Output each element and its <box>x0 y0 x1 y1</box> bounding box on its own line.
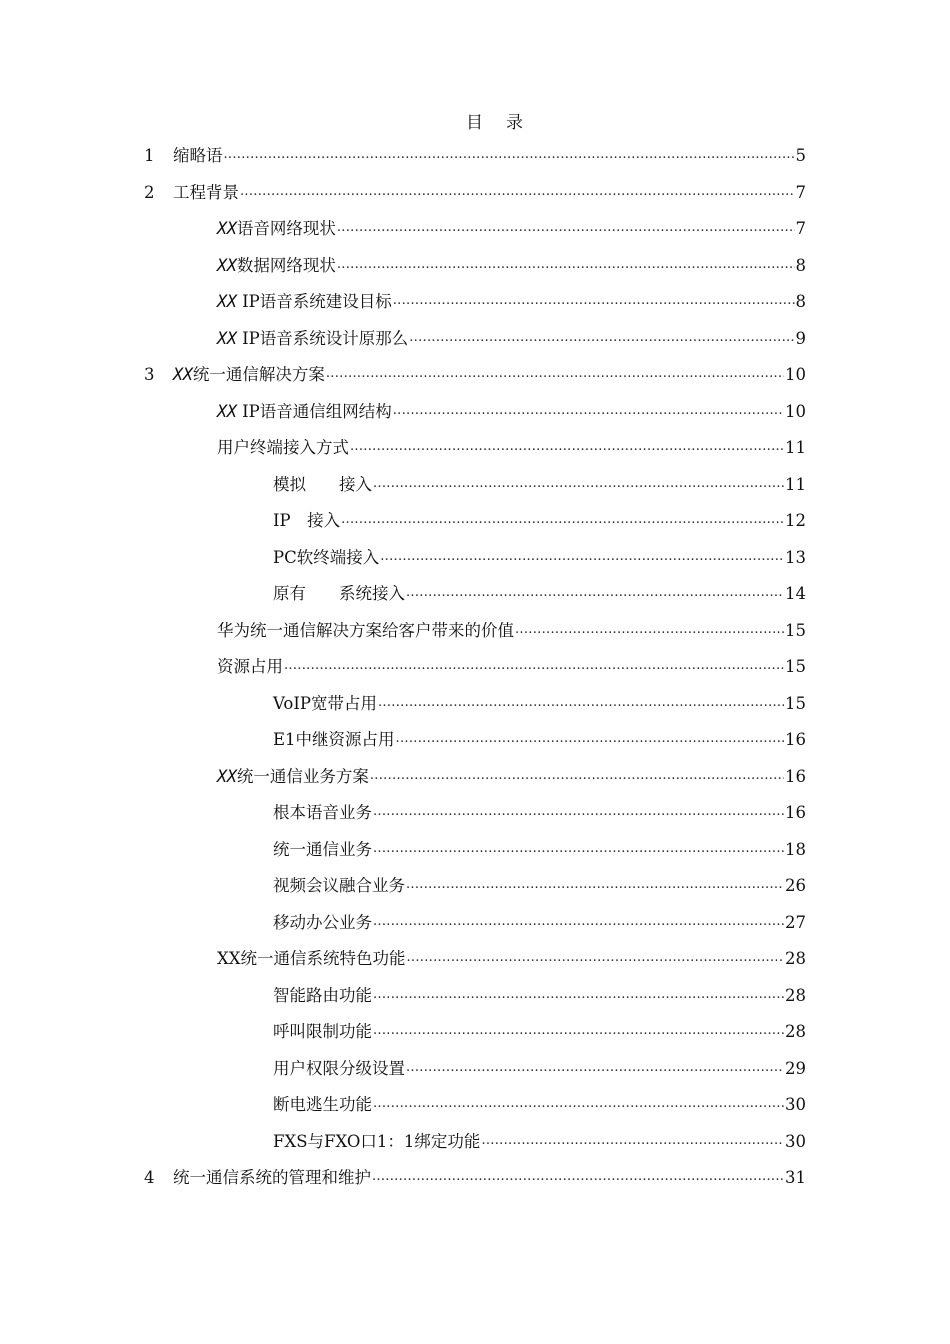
toc-entry-label <box>217 248 336 285</box>
toc-entry-row <box>217 211 806 248</box>
toc-entry-row <box>273 503 806 540</box>
toc-entry[interactable] <box>0 722 950 759</box>
toc-entry[interactable] <box>0 357 950 394</box>
toc-entry-text: PC软终端接入 <box>273 547 380 567</box>
toc-page-number: 15 <box>785 693 806 713</box>
toc-page-number: 12 <box>785 511 806 530</box>
toc-entry-text: 统一通信业务方案 <box>236 766 369 786</box>
toc-page-number: 16 <box>785 730 806 749</box>
toc-entry[interactable] <box>0 138 950 175</box>
toc-page-number: 15 <box>785 657 806 676</box>
toc-entry-text: 统一通信业务 <box>273 839 372 859</box>
toc-entry-label <box>273 905 372 942</box>
toc-entry-text: 工程背景 <box>173 182 239 202</box>
toc-entry-row <box>273 1087 806 1124</box>
table-of-contents <box>0 138 950 1197</box>
toc-entry-text: 缩略语 <box>173 146 223 165</box>
toc-page-number: 30 <box>785 1095 806 1114</box>
toc-entry-row <box>217 613 806 650</box>
toc-entry-label <box>173 175 239 212</box>
toc-entry-label <box>273 503 340 540</box>
toc-dot-leader <box>373 988 784 1002</box>
toc-dot-leader <box>393 294 795 308</box>
toc-page-number: 8 <box>795 292 806 311</box>
toc-entry-text: 呼叫限制功能 <box>273 1022 372 1041</box>
toc-entry-text: IP语音系统设计原那么 <box>236 328 409 348</box>
toc-entry-number: 4 <box>144 1168 155 1187</box>
toc-entry-row <box>273 978 806 1015</box>
toc-entry-prefix: XX <box>217 292 237 311</box>
toc-entry-number: 3 <box>144 365 155 384</box>
toc-entry-prefix: XX <box>217 219 237 238</box>
toc-entry[interactable] <box>0 284 950 321</box>
toc-dot-leader <box>370 769 784 783</box>
toc-entry-row <box>217 941 806 978</box>
toc-entry-row <box>273 905 806 942</box>
toc-page-number: 11 <box>785 438 806 457</box>
toc-entry[interactable] <box>0 759 950 796</box>
toc-entry-row <box>273 1051 806 1088</box>
toc-entry-label <box>273 832 372 869</box>
toc-entry-label <box>217 759 369 796</box>
toc-page-number: 15 <box>785 620 806 640</box>
toc-dot-leader <box>341 513 784 527</box>
toc-entry-row <box>217 284 806 321</box>
toc-entry-text: 数据网络现状 <box>236 255 336 275</box>
toc-page-number: 30 <box>785 1131 806 1151</box>
toc-page-number: 7 <box>795 219 806 238</box>
toc-page-number: 28 <box>785 1022 806 1041</box>
toc-dot-leader <box>515 623 784 637</box>
toc-entry-row <box>173 1160 806 1197</box>
toc-entry[interactable] <box>0 1124 950 1161</box>
toc-entry-text: 模拟 接入 <box>273 474 372 494</box>
toc-entry-row <box>273 1124 806 1161</box>
toc-page-number: 5 <box>795 146 806 165</box>
toc-entry-text: 用户权限分级设置 <box>273 1058 405 1078</box>
toc-entry[interactable] <box>0 1160 950 1197</box>
toc-entry-text: 视频会议融合业务 <box>273 876 405 895</box>
toc-entry-row <box>217 394 806 431</box>
toc-entry[interactable] <box>0 613 950 650</box>
toc-entry[interactable] <box>0 905 950 942</box>
toc-entry-label <box>273 576 405 613</box>
toc-dot-leader <box>337 258 795 272</box>
toc-page-number: 31 <box>785 1168 806 1187</box>
toc-entry[interactable] <box>0 248 950 285</box>
toc-entry-label <box>217 394 392 431</box>
toc-dot-leader <box>373 915 784 929</box>
toc-page-number: 14 <box>785 584 806 603</box>
toc-entry[interactable] <box>0 394 950 431</box>
toc-entry-text: IP 接入 <box>273 511 341 530</box>
toc-entry-row <box>173 138 806 175</box>
toc-entry-row <box>273 686 806 723</box>
toc-entry-row <box>173 357 806 394</box>
toc-entry-label <box>217 430 349 467</box>
toc-dot-leader <box>396 732 784 746</box>
toc-entry[interactable] <box>0 467 950 504</box>
toc-dot-leader <box>406 1061 784 1075</box>
toc-entry-text: 断电逃生功能 <box>273 1095 372 1114</box>
toc-dot-leader <box>373 477 784 491</box>
toc-title-char-2: 录 <box>506 113 524 133</box>
toc-entry-row <box>273 576 806 613</box>
toc-dot-leader <box>407 951 785 965</box>
toc-entry-row <box>273 722 806 759</box>
toc-dot-leader <box>378 696 784 710</box>
toc-entry-text: XX统一通信系统特色功能 <box>217 949 406 968</box>
toc-page-number: 28 <box>785 985 806 1005</box>
toc-entry-label <box>173 357 325 394</box>
toc-entry-text: 华为统一通信解决方案给客户带来的价值 <box>217 620 514 640</box>
toc-entry-row <box>273 795 806 832</box>
toc-dot-leader <box>373 1024 784 1038</box>
toc-dot-leader <box>337 221 795 235</box>
toc-entry-text: 根本语音业务 <box>273 803 372 822</box>
toc-entry-prefix: XX <box>217 255 237 275</box>
toc-entry-text: 语音网络现状 <box>236 219 336 238</box>
toc-entry-label <box>273 868 405 905</box>
toc-entry-label <box>217 211 336 248</box>
toc-page-number: 10 <box>785 401 806 421</box>
toc-entry-number: 2 <box>144 182 155 202</box>
toc-entry-text: 用户终端接入方式 <box>217 438 349 457</box>
toc-dot-leader <box>326 367 784 381</box>
toc-entry-text: 智能路由功能 <box>273 985 372 1005</box>
toc-dot-leader <box>406 586 784 600</box>
toc-entry-label <box>217 941 406 978</box>
toc-entry-row <box>273 467 806 504</box>
toc-entry-text: 原有 系统接入 <box>273 584 405 603</box>
toc-entry-label <box>173 1160 371 1197</box>
toc-entry[interactable] <box>0 649 950 686</box>
toc-entry[interactable] <box>0 868 950 905</box>
toc-entry-label <box>273 978 372 1015</box>
toc-entry-label <box>173 138 223 175</box>
toc-entry-prefix: XX <box>217 328 237 348</box>
toc-entry[interactable] <box>0 540 950 577</box>
toc-entry-label <box>273 686 377 723</box>
toc-entry-text: IP语音系统建设目标 <box>236 292 392 311</box>
toc-page-number: 9 <box>795 328 806 348</box>
toc-dot-leader <box>284 659 784 673</box>
toc-page-number: 13 <box>785 547 806 567</box>
toc-entry[interactable] <box>0 503 950 540</box>
toc-entry-row <box>273 540 806 577</box>
toc-entry-row <box>217 649 806 686</box>
toc-entry-label <box>273 540 379 577</box>
toc-page-number: 8 <box>795 255 806 275</box>
toc-entry[interactable] <box>0 1051 950 1088</box>
toc-dot-leader <box>393 404 784 418</box>
toc-title-char-1: 目 <box>466 113 484 133</box>
toc-entry[interactable] <box>0 941 950 978</box>
toc-entry[interactable] <box>0 795 950 832</box>
toc-page-number: 29 <box>785 1058 806 1078</box>
toc-entry-label <box>273 722 395 759</box>
toc-entry-label <box>217 284 392 321</box>
toc-entry-text: 资源占用 <box>217 657 283 676</box>
toc-entry[interactable] <box>0 211 950 248</box>
toc-page-number: 11 <box>785 474 806 494</box>
toc-dot-leader <box>409 331 794 345</box>
toc-entry-text: E1中继资源占用 <box>273 730 395 749</box>
toc-entry-text: IP语音通信组网结构 <box>236 401 392 421</box>
toc-page-number: 7 <box>795 182 806 202</box>
toc-dot-leader <box>380 550 784 564</box>
toc-entry-text: FXS与FXO口1：1绑定功能 <box>273 1131 481 1151</box>
toc-dot-leader <box>373 842 784 856</box>
toc-entry[interactable] <box>0 321 950 358</box>
toc-entry[interactable] <box>0 1087 950 1124</box>
toc-page-number: 10 <box>785 365 806 384</box>
toc-entry[interactable] <box>0 430 950 467</box>
toc-entry-text: VoIP宽带占用 <box>273 693 377 713</box>
toc-entry-row <box>217 430 806 467</box>
toc-entry-row <box>217 248 806 285</box>
toc-page-number: 27 <box>785 912 806 932</box>
toc-dot-leader <box>373 1097 784 1111</box>
toc-entry-row <box>273 868 806 905</box>
toc-entry-text: 统一通信系统的管理和维护 <box>173 1168 371 1187</box>
toc-entry-row <box>273 1014 806 1051</box>
toc-page-number: 16 <box>785 803 806 822</box>
toc-entry-row <box>217 759 806 796</box>
toc-page-number: 18 <box>785 839 806 859</box>
toc-dot-leader <box>224 148 795 162</box>
toc-dot-leader <box>481 1134 784 1148</box>
toc-entry-text: 移动办公业务 <box>273 912 372 932</box>
toc-entry-label <box>273 467 372 504</box>
toc-page-number: 16 <box>785 766 806 786</box>
toc-entry-prefix: XX <box>217 766 237 786</box>
toc-entry-label <box>273 1087 372 1124</box>
toc-entry-label <box>217 649 283 686</box>
toc-entry-text: 统一通信解决方案 <box>192 365 325 384</box>
toc-dot-leader <box>372 1170 784 1184</box>
toc-page-number: 28 <box>785 949 806 968</box>
toc-entry-label <box>273 1124 480 1161</box>
toc-entry[interactable] <box>0 686 950 723</box>
toc-dot-leader <box>406 878 784 892</box>
toc-entry-row <box>217 321 806 358</box>
toc-entry-prefix: XX <box>217 401 237 421</box>
toc-dot-leader <box>350 440 784 454</box>
toc-title <box>0 108 950 133</box>
toc-entry-label <box>217 321 408 358</box>
toc-dot-leader <box>373 805 784 819</box>
toc-entry[interactable] <box>0 175 950 212</box>
toc-page-number: 26 <box>785 876 806 895</box>
toc-entry[interactable] <box>0 1014 950 1051</box>
toc-entry-prefix: XX <box>173 365 193 384</box>
toc-entry-row <box>173 175 806 212</box>
toc-dot-leader <box>240 185 795 199</box>
toc-entry[interactable] <box>0 576 950 613</box>
toc-entry[interactable] <box>0 978 950 1015</box>
toc-entry-label <box>273 1014 372 1051</box>
toc-entry-row <box>273 832 806 869</box>
toc-entry-label <box>273 1051 405 1088</box>
toc-entry-label <box>217 613 514 650</box>
toc-entry-label <box>273 795 372 832</box>
toc-entry-number: 1 <box>144 146 155 165</box>
toc-entry[interactable] <box>0 832 950 869</box>
